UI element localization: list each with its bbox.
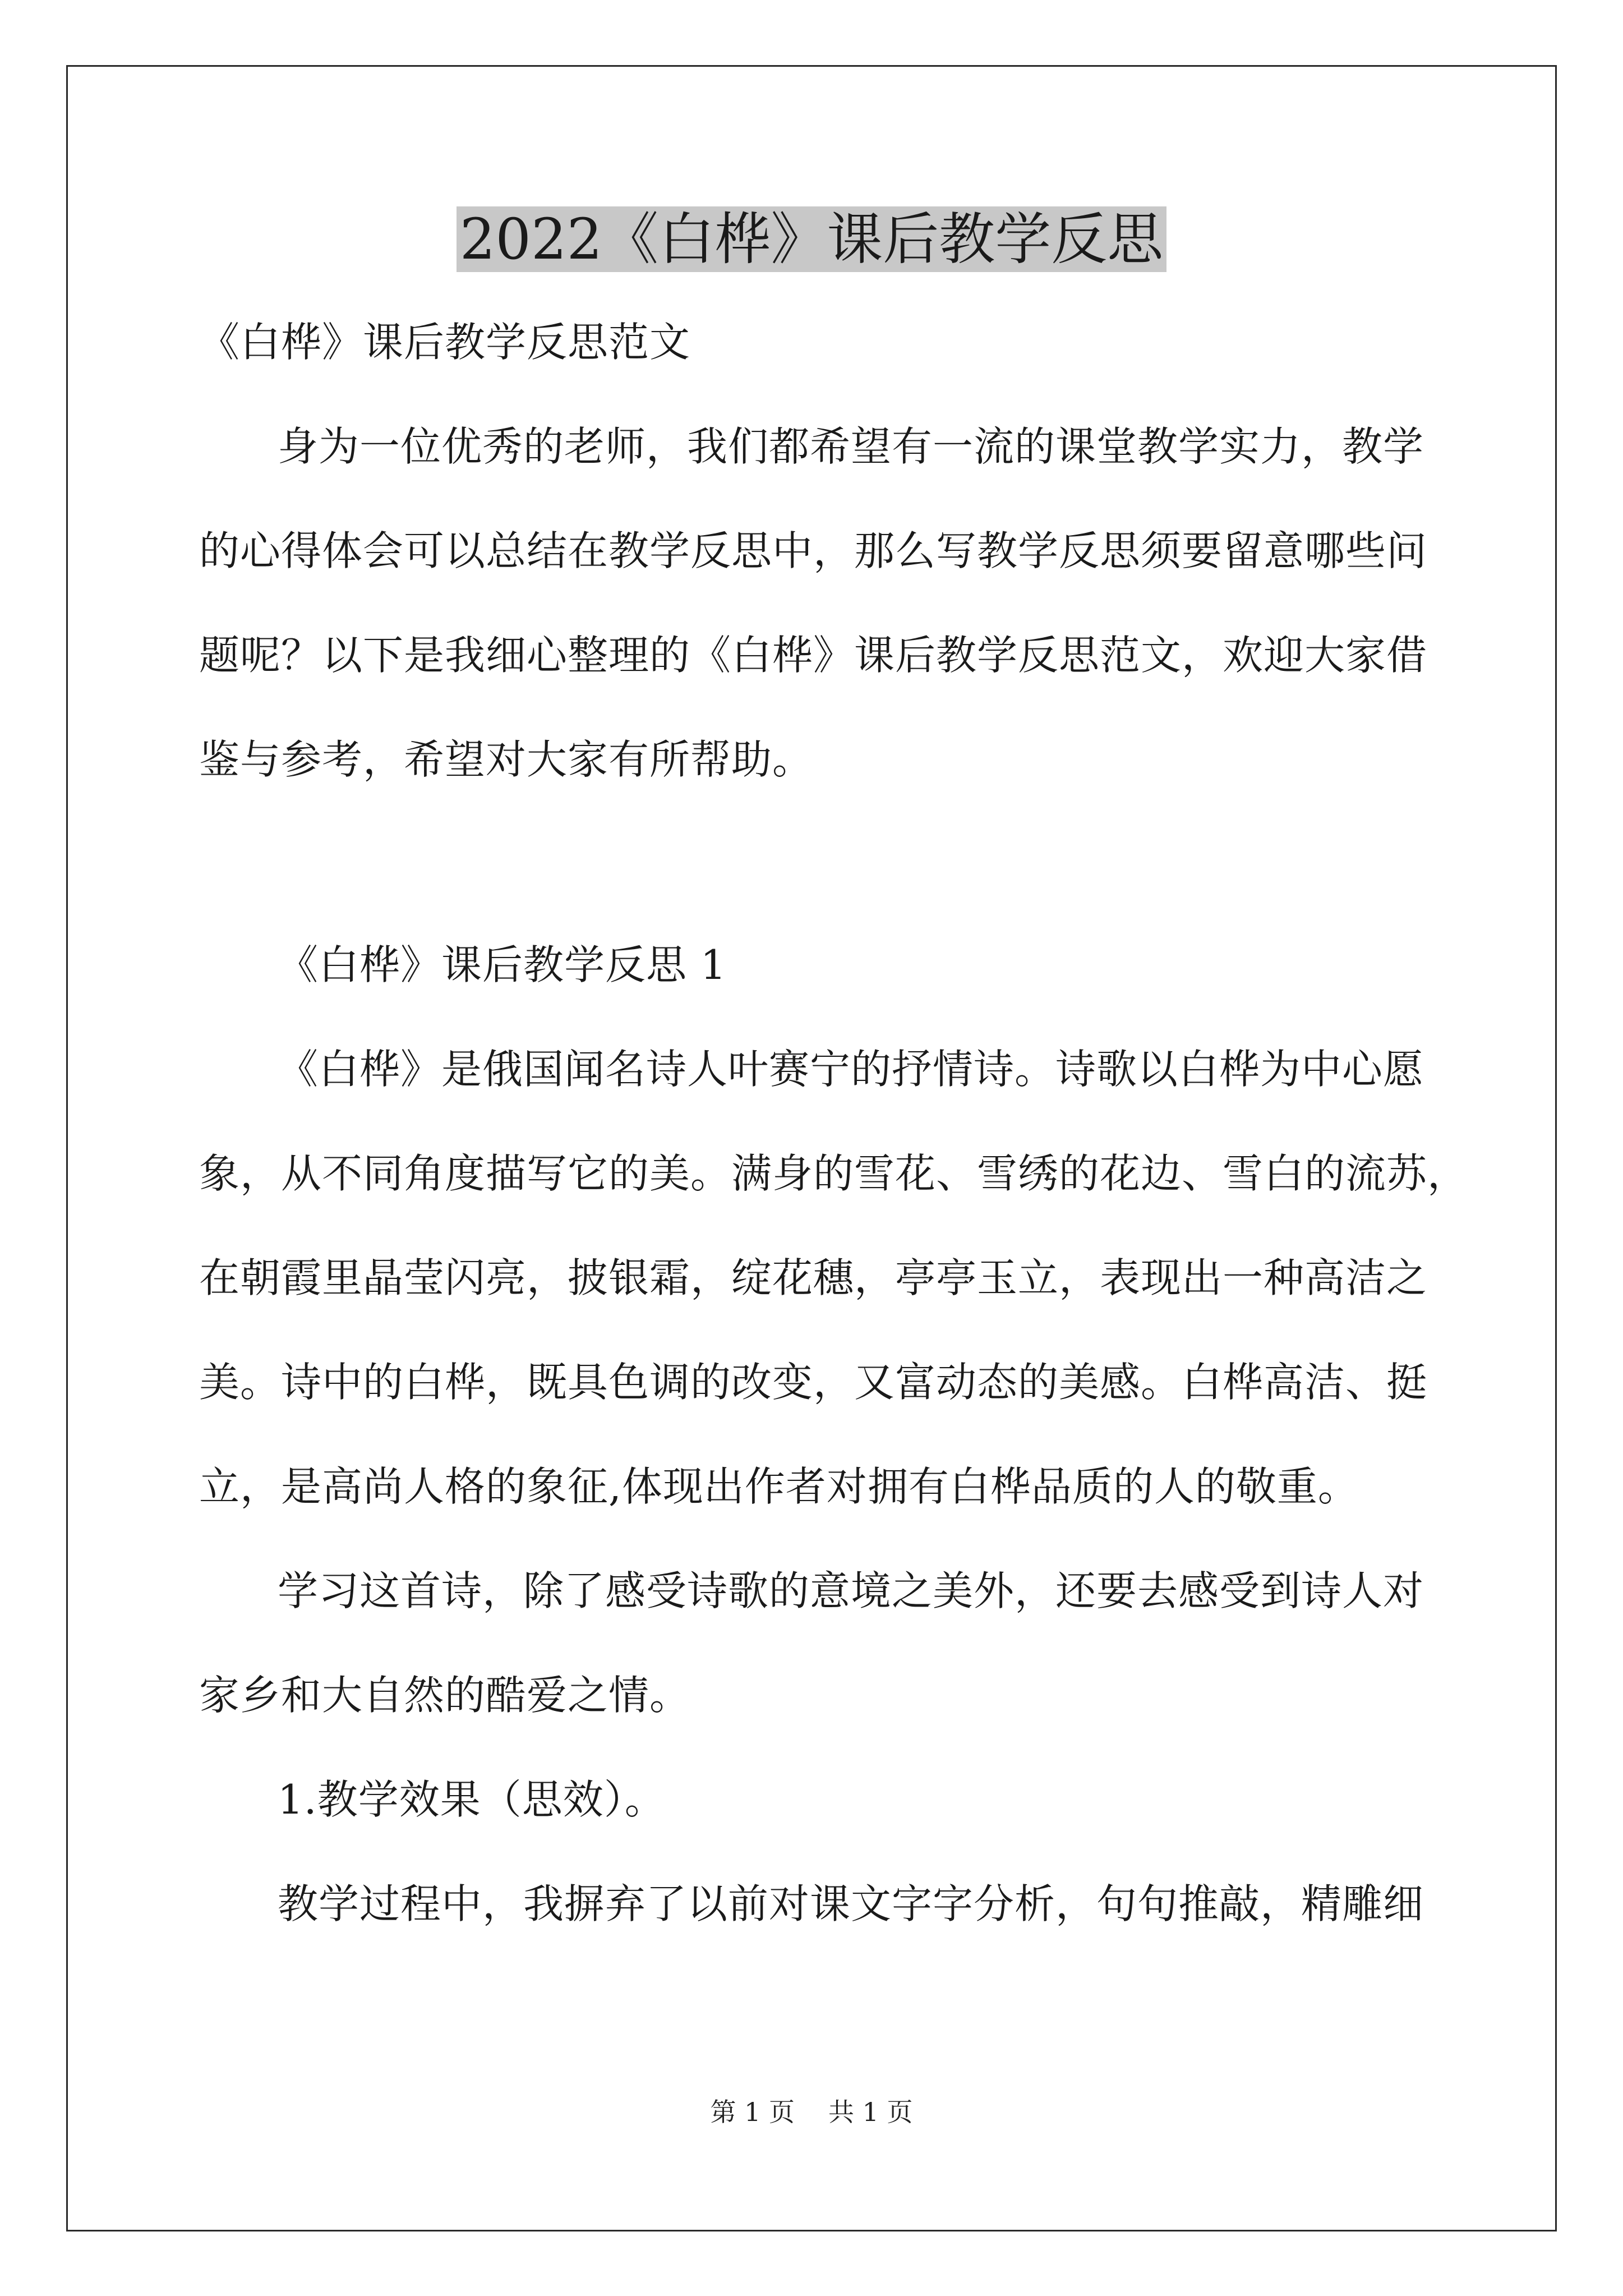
paragraph-line: 《白桦》是俄国闻名诗人叶赛宁的抒情诗。诗歌以白桦为中心愿	[278, 1046, 1424, 1093]
document-title-text: 2022《白桦》课后教学反思	[457, 206, 1167, 272]
paragraph-line: 鉴与参考，希望对大家有所帮助。	[199, 736, 814, 783]
paragraph-line: 题呢？以下是我细心整理的《白桦》课后教学反思范文，欢迎大家借	[199, 632, 1428, 679]
paragraph-line: 立，是高尚人格的象征,体现出作者对拥有白桦品质的人的敬重。	[199, 1463, 1359, 1510]
paragraph-line: 家乡和大自然的酷爱之情。	[199, 1672, 691, 1719]
section-heading: 《白桦》课后教学反思 1	[278, 941, 727, 988]
page-total: 共 1 页	[828, 2097, 913, 2127]
paragraph-line: 象，从不同角度描写它的美。满身的雪花、雪绣的花边、雪白的流苏，	[199, 1150, 1469, 1197]
document-title	[0, 203, 1623, 276]
section-heading: 《白桦》课后教学反思范文	[199, 319, 691, 366]
paragraph-line: 学习这首诗，除了感受诗歌的意境之美外，还要去感受到诗人对	[278, 1567, 1424, 1614]
paragraph-line: 在朝霞里晶莹闪亮，披银霜，绽花穗，亭亭玉立，表现出一种高洁之	[199, 1254, 1428, 1301]
paragraph-line: 的心得体会可以总结在教学反思中，那么写教学反思须要留意哪些问	[199, 527, 1428, 574]
paragraph-line: 美。诗中的白桦，既具色调的改变，又富动态的美感。白桦高洁、挺	[199, 1359, 1428, 1406]
paragraph-line: 身为一位优秀的老师，我们都希望有一流的课堂教学实力，教学	[278, 423, 1424, 470]
paragraph-line: 教学过程中，我摒弃了以前对课文字字分析，句句推敲，精雕细	[278, 1880, 1424, 1927]
page-number: 第 1 页	[710, 2097, 795, 2127]
page-footer	[0, 2095, 1623, 2129]
list-item-heading: 1.教学效果（思效）。	[278, 1776, 666, 1823]
